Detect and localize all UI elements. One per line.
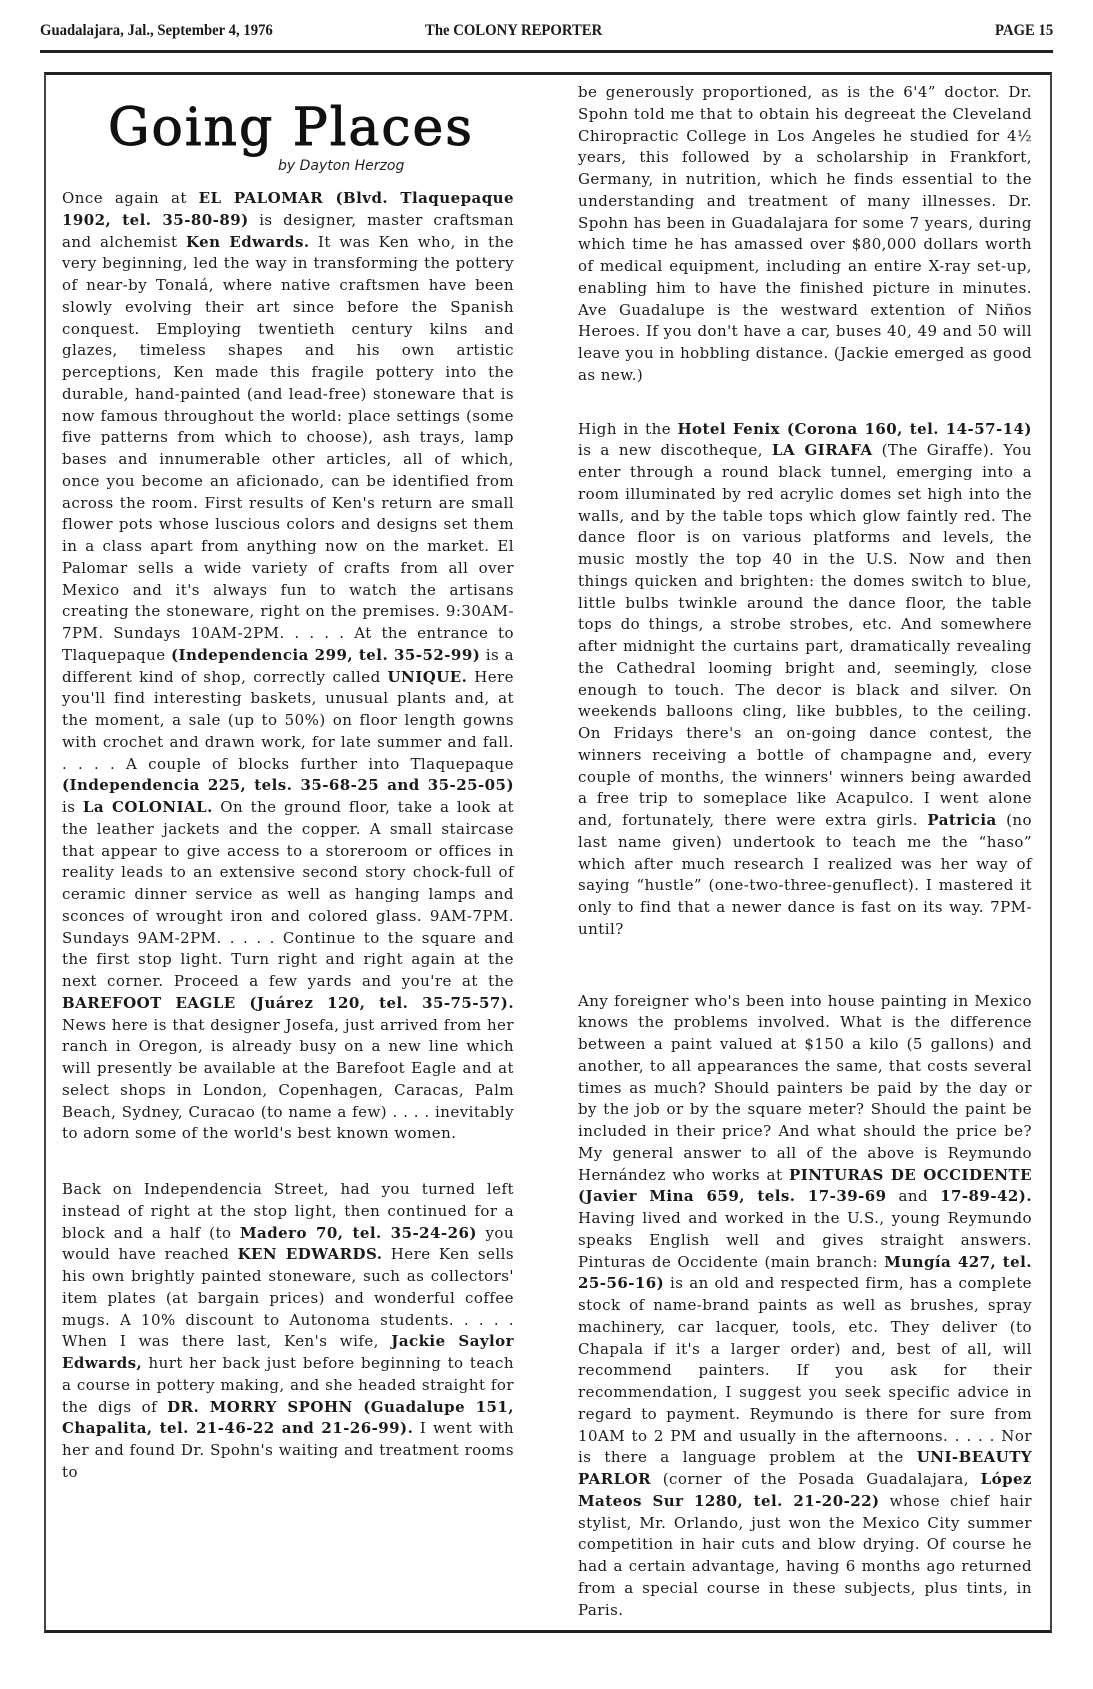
bold-text-run: BAREFOOT EAGLE (Juárez 120, tel. 35-75-57). xyxy=(62,993,514,1012)
bold-text-run: (Independencia 225, tels. 35-68-25 and 35-25-05) xyxy=(62,776,514,795)
text-run: Any foreigner who's been into house painting in Mexico knows the problems involved. What is the difference between a paint valued at $150 a kilo (5 gallons) and another, to all appearances the same, that costs several times as much? Should painters be paid by the day or by the job or by the square meter? Should the paint be included in their price? And what should the price be? My general answer to all of the above is Reymundo Hernández who works at xyxy=(578,991,1032,1184)
text-run: I went with her and found Dr. Spohn's waiting and treatment rooms to xyxy=(62,1419,514,1481)
bold-text-run: Madero 70, tel. 35-24-26) xyxy=(240,1223,477,1242)
bold-text-run: UNIQUE. xyxy=(387,667,468,686)
paragraph xyxy=(578,82,1032,387)
text-run: hurt her back just before beginning to teach a course in pottery making, and she headed straight for the digs of xyxy=(62,1354,514,1416)
article-title: Going Places xyxy=(108,98,474,158)
text-run: is xyxy=(62,798,83,816)
text-run: be generously proportioned, as is the 6'4” doctor. Dr. Spohn told me that to obtain his degreeat the Cleveland Chiropractic College in Los Angeles he studied for 4½ years, this followed by a scholarship in Frankfort, Germany, in nutrition, which he finds essential to the understanding and treatment of many illnesses. Dr. Spohn has been in Guadalajara for some 7 years, during which time he has amassed over $80,000 dollars worth of medical equipment, including an entire X-ray set-up, enabling him to have the finished picture in minutes. Ave Guadalupe is the westward extention of Niños Heroes. If you don't have a car, buses 40, 49 and 50 will leave you in hobbling distance. (Jackie emerged as good as new.) xyxy=(578,83,1032,384)
text-run: Back on Independencia Street, had you turned left instead of right at the stop light, then continued for a block and a half (to xyxy=(62,1180,514,1242)
text-run: is a new discotheque, xyxy=(578,441,772,460)
dateline: Guadalajara, Jal., September 4, 1976 xyxy=(40,22,273,39)
text-run: (corner of the Posada Guadalajara, xyxy=(651,1470,981,1488)
newspaper-name: The COLONY REPORTER xyxy=(425,22,603,39)
text-run: Having lived and worked in the U.S., young Reymundo speaks English well and gives straight answers. Pinturas de Occidente (main branch: xyxy=(578,1209,1032,1271)
text-run: (no last name given) undertook to teach me the “haso” which after much research I realized was her way of saying “hustle” (one-two-three-genuflect). I mastered it only to find that a newer dance is fast on its way. 7PM-until? xyxy=(578,811,1032,938)
bold-text-run: López Mateos Sur 1280, tel. 21-20-22) xyxy=(578,1470,1032,1510)
bold-text-run: 17-89-42). xyxy=(940,1187,1032,1206)
text-run: is a different kind of shop, correctly called xyxy=(62,645,514,686)
paragraph xyxy=(62,188,514,1145)
header-rule xyxy=(40,50,1053,53)
bold-text-run: KEN EDWARDS. xyxy=(237,1245,383,1264)
text-run: whose chief hair stylist, Mr. Orlando, just won the Mexico City summer competition in hair cuts and blow drying. Of course he had a certain advantage, having 6 months ago returned from a special course in these subjects, plus tints, in Paris. xyxy=(578,1491,1033,1619)
text-run: On the ground floor, take a look at the leather jackets and the copper. A small staircase that appear to give access to a storeroom or offices in reality leads to an extensive second story chock-full of ceramic dinner service as well as hanging lamps and sconces of wrought iron and colored glass. 9AM-7PM. Sundays 9AM-2PM. . . . . Continue to the square and the first stop light. Turn right and right again at the next corner. Proceed a few yards and you're at the xyxy=(62,798,514,990)
page-number: PAGE 15 xyxy=(994,22,1053,39)
bold-text-run: DR. MORRY SPOHN (Guadalupe 151, Chapalita, tel. 21-46-22 and 21-26-99). xyxy=(62,1397,514,1438)
text-run: Once again at xyxy=(62,189,199,207)
bold-text-run: Mungía 427, tel. 25-56-16) xyxy=(578,1252,1032,1293)
article-byline: by Dayton Herzog xyxy=(278,158,405,174)
paragraph xyxy=(62,1179,514,1484)
bold-text-run: La COLONIAL. xyxy=(82,798,213,816)
bold-text-run: Jackie Saylor Edwards, xyxy=(62,1332,514,1372)
bold-text-run: (Independencia 299, tel. 35-52-99) xyxy=(170,645,481,664)
bold-text-run: PINTURAS DE OCCIDENTE (Javier Mina 659, tels. 17-39-69 xyxy=(578,1165,1032,1206)
bold-text-run: LA GIRAFA xyxy=(771,441,873,460)
right-column xyxy=(578,82,1032,1621)
text-run: is designer, master craftsman and alchemist xyxy=(62,210,514,251)
text-run: is an old and respected firm, has a complete stock of name-brand paints as well as brushes, spray machinery, car lacquer, tools, etc. They deliver (to Chapala if it's a larger order) and, best of all, will recommend painters. If you ask for their recommendation, I suggest you seek specific advice in regard to payment. Reymundo is there for sure from 10AM to 2 PM and usually in the afternoons. . . . . Nor is there a language problem at the xyxy=(578,1274,1032,1467)
paragraph xyxy=(578,991,1032,1622)
text-run: (The Giraffe). You enter through a round black tunnel, emerging into a room illuminated by red acrylic domes set high into the walls, and by the table tops which glow faintly red. The dance floor is on various platforms and levels, the music mostly the top 40 in the U.S. Now and then things quicken and brighten: the domes switch to blue, little bulbs twinkle around the dance floor, the table tops do things, a strobe strobes, etc. And somewhere after midnight the curtains part, dramatically revealing the Cathedral looming bright and, seemingly, close enough to touch. The decor is black and silver. On weekends balloons cling, like bubbles, to the ceiling. On Fridays there's an on-going dance contest, the winners receiving a bottle of champagne and, every couple of months, the winners' winners being awarded a free trip to someplace like Acapulco. I went alone and, fortunately, there were extra girls. xyxy=(578,441,1032,829)
text-run: High in the xyxy=(578,419,678,438)
text-run: Here Ken sells his own brightly painted stoneware, such as collectors' item plates (at bargain prices) and wonderful coffee mugs. A 10% discount to Autonoma students. . . . . When I was there last, Ken's wife, xyxy=(62,1245,514,1351)
left-column xyxy=(62,188,514,1484)
text-run: It was Ken who, in the very beginning, led the way in transforming the pottery of near-by Tonalá, where native craftsmen have been slowly evolving their art since before the Spanish conquest. Employing twentieth century kilns and glazes, timeless shapes and his own artistic perceptions, Ken made this fragile pottery into the durable, hand-painted (and lead-free) stoneware that is now famous throughout the world: place settings (some five patterns from which to choose), ash trays, lamp bases and innumerable other articles, all of which, once you become an aficionado, can be identified from across the room. First results of Ken's return are small flower pots whose luscious colors and designs set them in a class apart from anything now on the market. El Palomar sells a wide variety of crafts from all over Mexico and it's always fun to watch the artisans creating the stoneware, right on the premises. 9:30AM-7PM. Sundays 10AM-2PM. . . . . At the entrance to Tlaquepaque xyxy=(62,232,515,664)
text-run: you would have reached xyxy=(62,1223,514,1264)
bold-text-run: Patricia xyxy=(927,811,997,829)
text-run: and xyxy=(886,1187,941,1206)
bold-text-run: Hotel Fenix (Corona 160, tel. 14-57-14) xyxy=(677,419,1032,438)
bold-text-run: EL PALOMAR (Blvd. Tlaquepaque 1902, tel. 35-80-89) xyxy=(62,189,514,229)
bold-text-run: UNI-BEAUTY PARLOR xyxy=(578,1448,1032,1488)
masthead xyxy=(40,22,1053,46)
paragraph xyxy=(578,419,1032,941)
text-run: News here is that designer Josefa, just arrived from her ranch in Oregon, is already busy on a new line which will presently be available at the Barefoot Eagle and at select shops in London, Copenhagen, Caracas, Palm Beach, Sydney, Curacao (to name a few) . . . . inevitably to adorn some of the world's best known women. xyxy=(62,1015,514,1143)
bold-text-run: Ken Edwards. xyxy=(185,232,310,251)
text-run: Here you'll find interesting baskets, unusual plants and, at the moment, a sale (up to 50%) on floor length gowns with crochet and drawn work, for late summer and fall. . . . . A couple of blocks further into Tlaquepaque xyxy=(62,667,515,773)
